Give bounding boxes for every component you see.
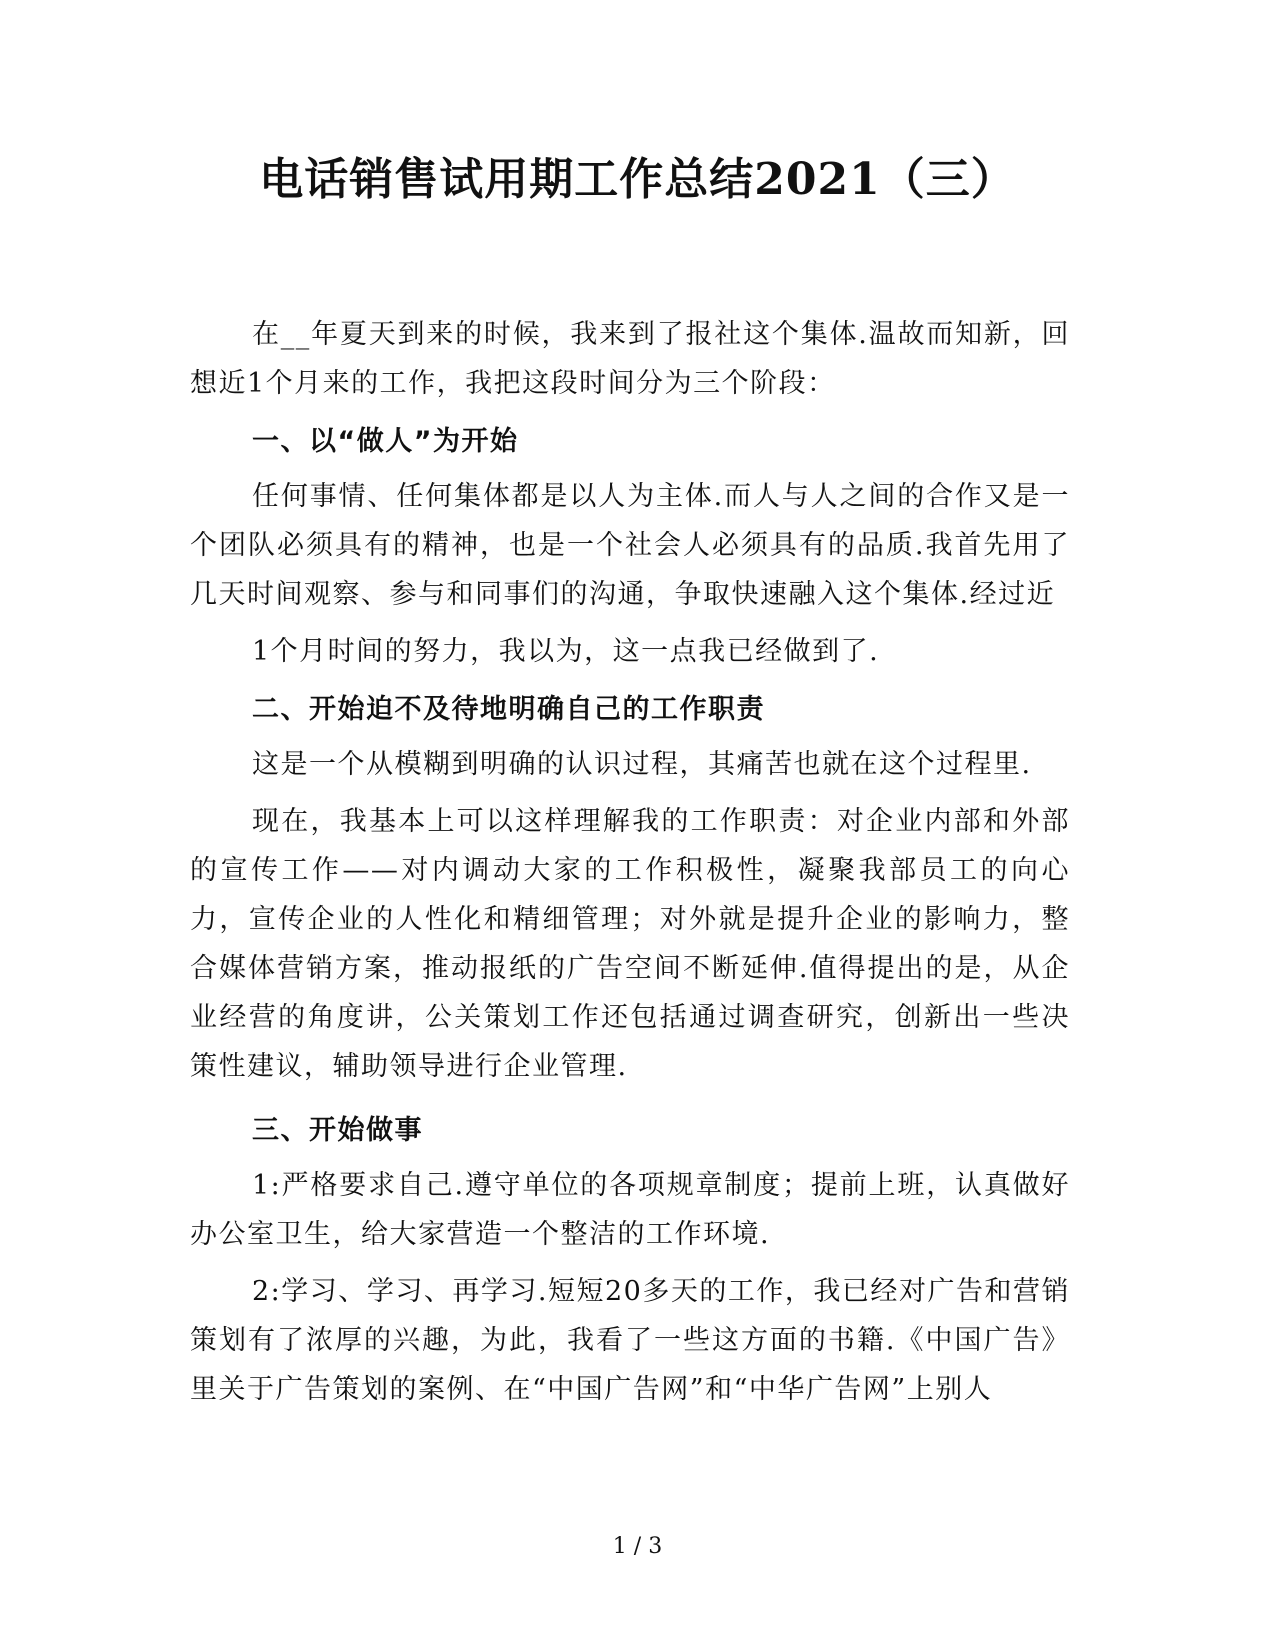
paragraph-section-1: 任何事情、任何集体都是以人为主体.而人与人之间的合作又是一个团队必须具有的精神，也是一个社会人必须具有的品质.我首先用了几天时间观察、参与和同事们的沟通，争取快速融入这个集体.经过近 [190,481,1070,610]
paragraph-item-2: 2:学习、学习、再学习.短短20多天的工作，我已经对广告和营销策划有了浓厚的兴趣，为此，我看了一些这方面的书籍.《中国广告》里关于广告策划的案例、在“中国广告网”和“中华广告网”上别人 [190,1276,1070,1405]
document-body [190,310,1070,1414]
paragraph-section-2a: 这是一个从模糊到明确的认识过程，其痛苦也就在这个过程里. [252,749,1032,780]
paragraph-section-2b: 现在，我基本上可以这样理解我的工作职责：对企业内部和外部的宣传工作——对内调动大家的工作积极性，凝聚我部员工的向心力，宣传企业的人性化和精细管理；对外就是提升企业的影响力，整合媒体营销方案，推动报纸的广告空间不断延伸.值得提出的是，从企业经营的角度讲，公关策划工作还包括通过调查研究，创新出一些决策性建议，辅助领导进行企业管理. [190,806,1070,1082]
page-number: 1 / 3 [612,1534,663,1559]
section-heading-2: 二、开始迫不及待地明确自己的工作职责 [252,694,765,725]
document-title: 电话销售试用期工作总结2021（三） [259,154,1016,205]
section-heading-1: 一、以“做人”为开始 [252,426,519,457]
paragraph-intro: 在__年夏天到来的时候，我来到了报社这个集体.温故而知新，回想近1个月来的工作，我把这段时间分为三个阶段： [190,319,1070,399]
paragraph-section-1-cont: 1个月时间的努力，我以为，这一点我已经做到了. [252,636,880,667]
section-heading-3: 三、开始做事 [252,1115,423,1146]
paragraph-item-1: 1:严格要求自己.遵守单位的各项规章制度；提前上班，认真做好办公室卫生，给大家营造一个整洁的工作环境. [190,1170,1070,1250]
